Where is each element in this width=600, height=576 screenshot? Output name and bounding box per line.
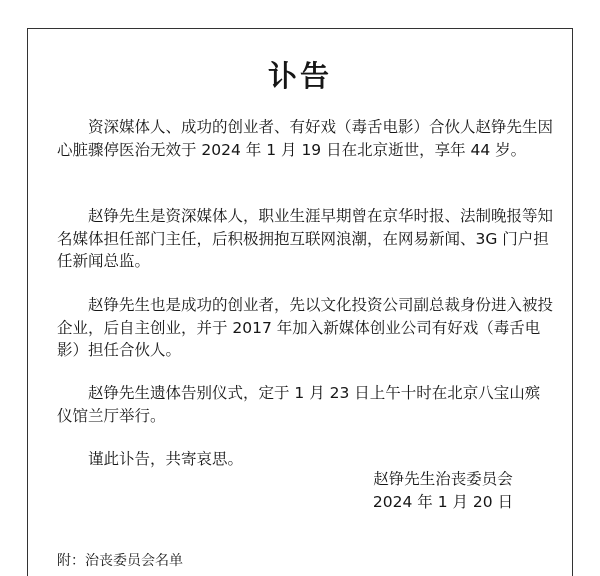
paragraph-media-career: 赵铮先生是资深媒体人，职业生涯早期曾在京华时报、法制晚报等知名媒体担任部门主任，后积极拥抱互联网浪潮，在网易新闻、3G 门户担任新闻总监。: [57, 207, 554, 270]
signature-committee: 赵铮先生治丧委员会: [373, 470, 513, 488]
paragraph-closing: 谨此讣告，共寄哀思。: [88, 450, 244, 468]
appendix-note: 附：治丧委员会名单: [57, 553, 183, 569]
obituary-title: 讣告: [267, 59, 332, 93]
paragraph-farewell-ceremony: 赵铮先生遗体告别仪式，定于 1 月 23 日上午十时在北京八宝山殡仪馆兰厅举行。: [57, 384, 541, 425]
signature-date: 2024 年 1 月 20 日: [372, 493, 514, 511]
paragraph-announcement: 资深媒体人、成功的创业者、有好戏（毒舌电影）合伙人赵铮先生因心脏骤停医治无效于 2024 年 1 月 19 日在北京逝世，享年 44 岁。: [57, 118, 554, 159]
paragraph-entrepreneur: 赵铮先生也是成功的创业者，先以文化投资公司副总裁身份进入被投企业，后自主创业，并于 2017 年加入新媒体创业公司有好戏（毒舌电影）担任合伙人。: [57, 296, 554, 359]
